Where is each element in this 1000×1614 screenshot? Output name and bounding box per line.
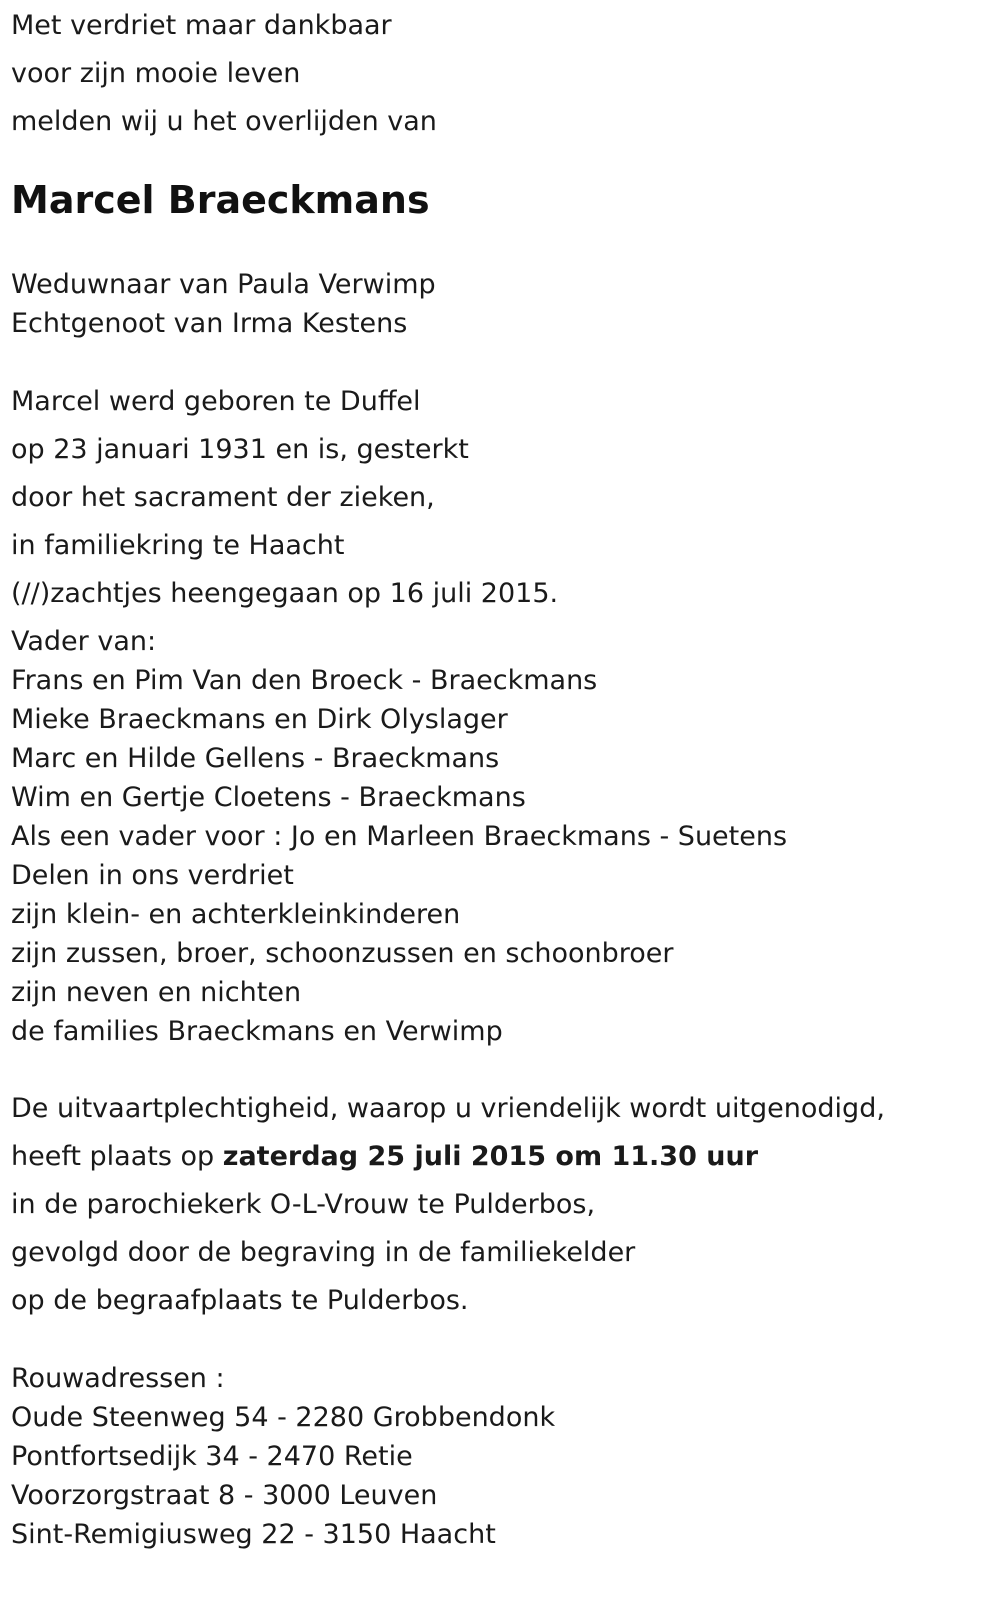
biography-line: in familiekring te Haacht (11, 530, 345, 561)
family-line: Wim en Gertje Cloetens - Braeckmans (11, 782, 526, 813)
biography-line: (//)zachtjes heengegaan op 16 juli 2015. (11, 578, 559, 609)
funeral-line: op de begraafplaats te Pulderbos. (11, 1285, 469, 1316)
family-line: Marc en Hilde Gellens - Braeckmans (11, 743, 500, 774)
family-line: zijn neven en nichten (11, 977, 302, 1008)
funeral-date-prefix: heeft plaats op (11, 1141, 223, 1172)
addresses-heading: Rouwadressen : (11, 1363, 225, 1394)
funeral-line: in de parochiekerk O-L-Vrouw te Pulderbos, (11, 1189, 596, 1220)
deceased-name: Marcel Braeckmans (11, 178, 430, 222)
funeral-line: De uitvaartplechtigheid, waarop u vriendelijk wordt uitgenodigd, (11, 1093, 885, 1124)
family-line: Delen in ons verdriet (11, 860, 294, 891)
address-line: Sint-Remigiusweg 22 - 3150 Haacht (11, 1519, 496, 1550)
address-line: Oude Steenweg 54 - 2280 Grobbendonk (11, 1402, 556, 1433)
address-line: Pontfortsedijk 34 - 2470 Retie (11, 1441, 413, 1472)
family-line: Als een vader voor : Jo en Marleen Braeckmans - Suetens (11, 821, 788, 852)
funeral-line: gevolgd door de begraving in de familiekelder (11, 1237, 636, 1268)
funeral-date: zaterdag 25 juli 2015 om 11.30 uur (222, 1141, 759, 1172)
family-line: Mieke Braeckmans en Dirk Olyslager (11, 704, 508, 735)
relation-line: Echtgenoot van Irma Kestens (11, 308, 408, 339)
biography-line: door het sacrament der zieken, (11, 482, 435, 513)
biography-line: op 23 januari 1931 en is, gesterkt (11, 434, 469, 465)
intro-line: Met verdriet maar dankbaar (11, 10, 392, 41)
intro-line: voor zijn mooie leven (11, 58, 301, 89)
intro-line: melden wij u het overlijden van (11, 106, 437, 137)
family-line: zijn zussen, broer, schoonzussen en schoonbroer (11, 938, 674, 969)
relation-line: Weduwnaar van Paula Verwimp (11, 269, 436, 300)
family-line: zijn klein- en achterkleinkinderen (11, 899, 461, 930)
family-line: Vader van: (11, 626, 157, 657)
address-line: Voorzorgstraat 8 - 3000 Leuven (11, 1480, 438, 1511)
family-line: de families Braeckmans en Verwimp (11, 1016, 503, 1047)
biography-line: Marcel werd geboren te Duffel (11, 386, 421, 417)
family-line: Frans en Pim Van den Broeck - Braeckmans (11, 665, 598, 696)
funeral-date-line (11, 1143, 758, 1170)
